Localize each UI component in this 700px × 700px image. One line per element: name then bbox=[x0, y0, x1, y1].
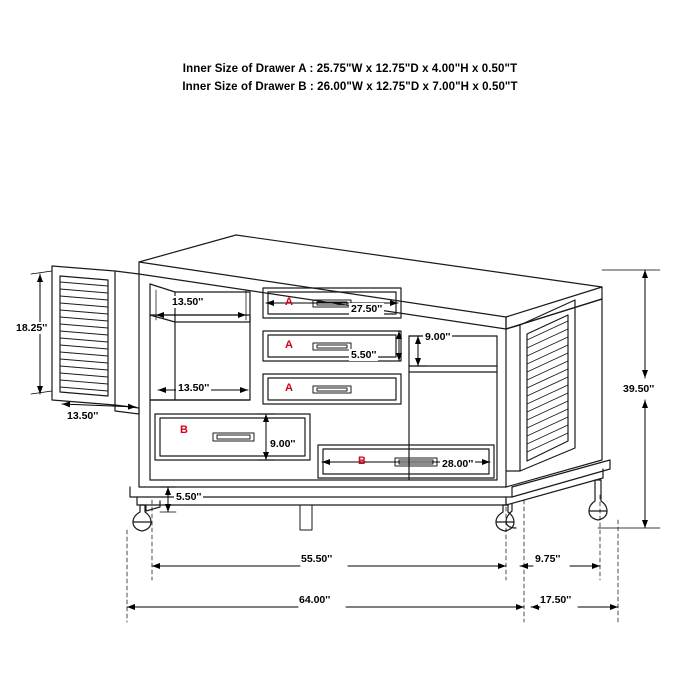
left-door-louvers bbox=[60, 282, 108, 391]
drawer-tag-a-1: A bbox=[285, 296, 293, 308]
drawer-b-inner-size-note: Inner Size of Drawer B : 26.00"W x 12.75"D x 7.00"H x 0.50"T bbox=[182, 81, 518, 93]
case-top-edge-side bbox=[506, 287, 602, 329]
right-door-louvers bbox=[527, 321, 568, 452]
drawer-tag-b-2: B bbox=[358, 455, 366, 467]
dim-door-width-bottom-label: 13.50'' bbox=[67, 410, 99, 422]
right-door-hinge-top bbox=[506, 325, 520, 329]
dim-total-height-label: 39.50'' bbox=[623, 383, 655, 395]
dim-drawer-b-width-label: 28.00'' bbox=[442, 458, 474, 470]
dim-front-width-label: 55.50'' bbox=[301, 553, 333, 565]
left-shelf bbox=[150, 315, 250, 322]
dim-overall-depth-label: 17.50'' bbox=[540, 594, 572, 606]
drawer-tag-a-2: A bbox=[285, 339, 293, 351]
drawer-tag-a-3: A bbox=[285, 382, 293, 394]
dim-shelf-depth-label: 13.50'' bbox=[178, 382, 210, 394]
dim-drawer-a-height-label: 5.50'' bbox=[351, 349, 377, 361]
drawer-tag-b-1: B bbox=[180, 424, 188, 436]
dim-drawer-b-height-label: 9.00'' bbox=[270, 438, 296, 450]
dim-door-width-top-label: 13.50'' bbox=[172, 296, 204, 308]
drawer-b-1 bbox=[155, 414, 310, 460]
drawer-a-inner-size-note: Inner Size of Drawer A : 25.75"W x 12.75"D x 4.00"H x 0.50"T bbox=[182, 63, 518, 75]
left-door-panel bbox=[60, 276, 108, 396]
left-door-hinge-top bbox=[115, 271, 139, 274]
left-shelf-front bbox=[150, 315, 250, 322]
base-rail-lower-side bbox=[506, 469, 603, 505]
dim-base-height-label: 5.50'' bbox=[176, 491, 202, 503]
dim-shelf-height-right-label: 9.00'' bbox=[425, 331, 451, 343]
dim-overall-width-label: 64.00'' bbox=[299, 594, 331, 606]
dim-drawer-a-width-label: 27.50'' bbox=[351, 303, 383, 315]
dim-side-depth-label: 9.75'' bbox=[535, 553, 561, 565]
dim-door-height-label: 18.25'' bbox=[16, 322, 48, 334]
dimension-lines bbox=[31, 270, 660, 622]
